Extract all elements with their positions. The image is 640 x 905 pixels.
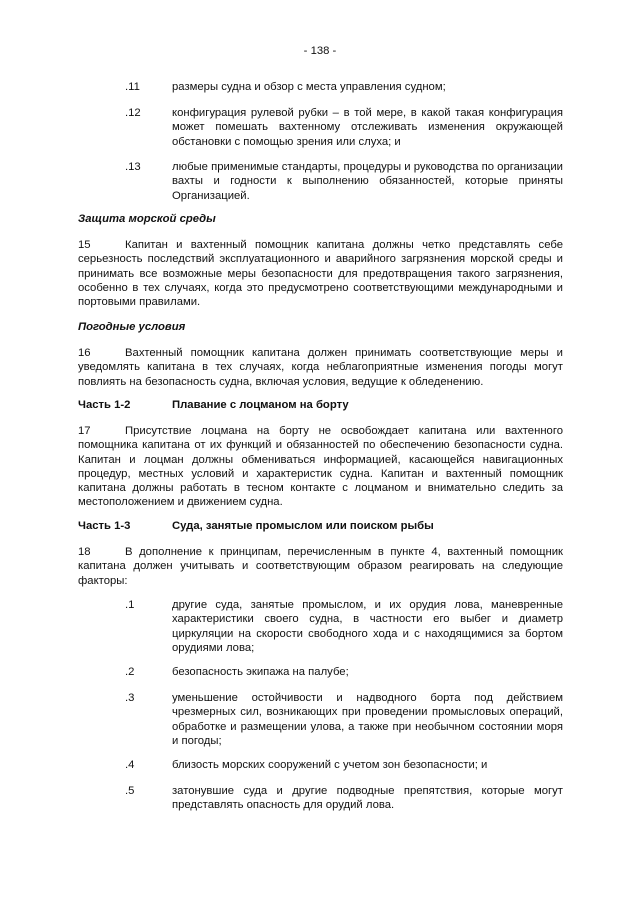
item-text: уменьшение остойчивости и надводного борта под действием чрезмерных сил, возникающих при проведении промысловых операций, обработке и размещении улова, а также при необычном состоянии моря и погоды;: [172, 692, 563, 747]
paragraph-15: [78, 238, 563, 309]
part-label: Часть 1-3: [78, 520, 131, 532]
item-text: безопасность экипажа на палубе;: [172, 666, 349, 678]
paragraph-18: [78, 545, 563, 588]
item-number: .5: [125, 785, 135, 797]
part-heading-1-3: [78, 519, 563, 533]
section-heading-weather: Погодные условия: [78, 321, 186, 333]
item-number: .12: [125, 107, 141, 119]
paragraph-text: Присутствие лоцмана на борту не освобождает капитана или вахтенного помощника капитана от их функций и обязанностей по обеспечению безопасности судна. Капитан и лоцман должны обмениваться информацией, касающейся навигационных процедур, местных условий и характеристик судна. Капитан и вахтенный помощник капитана должны работать в тесном контакте с лоцманом и внимательно следить за местоположением и движением судна.: [78, 425, 563, 509]
item-number: .1: [125, 599, 135, 611]
paragraph-number: 16: [78, 347, 91, 359]
paragraph-17: [78, 424, 563, 510]
item-number: .11: [125, 81, 140, 93]
item-number: .4: [125, 759, 135, 771]
part-label: Часть 1-2: [78, 399, 131, 411]
item-number: .2: [125, 666, 135, 678]
paragraph-text: Капитан и вахтенный помощник капитана должны четко представлять себе серьезность последствий эксплуатационного и аварийного загрязнения морской среды и принимать все возможные меры безопасности для предотвращения такого загрязнения, особенно в тех случаях, когда это предусмотрено соответствующими международными и портовыми правилами.: [78, 239, 563, 309]
item-text: любые применимые стандарты, процедуры и руководства по организации вахты и годности к выполнению обязанностей, которые приняты Организацией.: [172, 161, 563, 202]
paragraph-16: [78, 346, 563, 389]
paragraph-text: В дополнение к принципам, перечисленным в пункте 4, вахтенный помощник капитана должен учитывать и соответствующим образом реагировать на следующие факторы:: [78, 546, 563, 587]
part-heading-1-2: [78, 398, 563, 412]
item-number: .3: [125, 692, 135, 704]
item-text: другие суда, занятые промыслом, и их орудия лова, маневренные характеристики своего судна, в частности его выбег и диаметр циркуляции на скорости свободного хода и с находящимися за бортом орудиями лова;: [172, 599, 563, 654]
item-text: близость морских сооружений с учетом зон безопасности; и: [172, 759, 488, 771]
item-text: затонувшие суда и другие подводные препятствия, которые могут представлять опасность для орудий лова.: [172, 785, 563, 812]
part-title: Плавание с лоцманом на борту: [172, 399, 349, 411]
paragraph-text: Вахтенный помощник капитана должен принимать соответствующие меры и уведомлять капитана в тех случаях, когда неблагоприятные изменения погоды могут повлиять на безопасность судна, включая условия, ведущие к обледенению.: [78, 347, 563, 388]
item-text: размеры судна и обзор с места управления судном;: [172, 81, 446, 93]
paragraph-number: 17: [78, 425, 91, 437]
page-number: - 138 -: [303, 45, 337, 57]
paragraph-number: 18: [78, 546, 91, 558]
item-number: .13: [125, 161, 141, 173]
section-heading-marine: Защита морской среды: [78, 213, 216, 225]
part-title: Суда, занятые промыслом или поиском рыбы: [172, 520, 434, 532]
paragraph-number: 15: [78, 239, 91, 251]
item-text: конфигурация рулевой рубки – в той мере, в какой такая конфигурация может помешать вахтенному отслеживать изменения окружающей обстановки с помощью зрения или слуха; и: [172, 107, 563, 148]
